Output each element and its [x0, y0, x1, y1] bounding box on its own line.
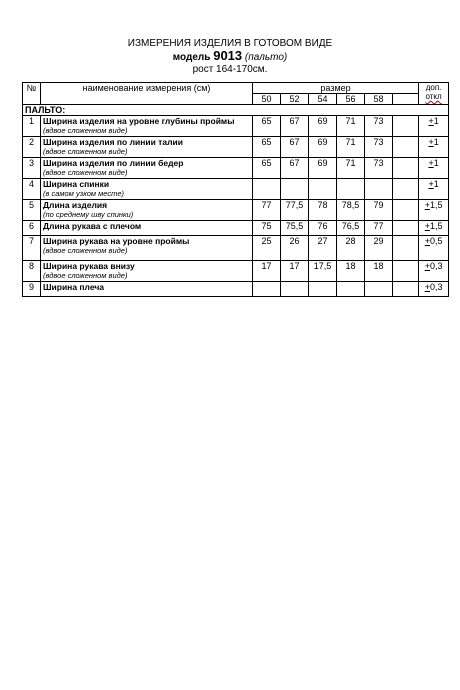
size-header-54: 54: [309, 94, 337, 105]
tolerance-cell: [419, 158, 449, 179]
plus-minus-icon: +: [428, 179, 434, 189]
table-body: [23, 105, 449, 297]
size-value-52: 67: [281, 158, 309, 179]
tolerance-header-line2: откл: [425, 92, 442, 101]
tolerance-cell: [419, 137, 449, 158]
empty-cell: [393, 282, 419, 297]
size-value-54: 69: [309, 158, 337, 179]
section-row: [23, 105, 449, 116]
measurement-name: Ширина рукава на уровне проймы: [43, 236, 190, 246]
size-value-56: 76,5: [337, 221, 365, 236]
measurement-note: (вдвое сложенном виде): [43, 246, 128, 255]
size-value-58: 18: [365, 261, 393, 282]
measurement-name: Ширина спинки: [43, 179, 110, 189]
tolerance-value: 1: [433, 158, 439, 168]
size-value-56: [337, 179, 365, 200]
size-value-58: 73: [365, 137, 393, 158]
size-value-54: 78: [309, 200, 337, 221]
size-value-52: 67: [281, 137, 309, 158]
size-value-50: 77: [253, 200, 281, 221]
table-row: [23, 221, 449, 236]
item-type: (пальто): [244, 52, 288, 63]
size-value-50: [253, 282, 281, 297]
table-row: [23, 200, 449, 221]
size-value-54: [309, 282, 337, 297]
empty-cell: [393, 261, 419, 282]
tolerance-value: 1,5: [429, 221, 443, 231]
empty-cell: [393, 179, 419, 200]
table-row: [23, 116, 449, 137]
size-value-54: 69: [309, 137, 337, 158]
document-title: ИЗМЕРЕНИЯ ИЗДЕЛИЯ В ГОТОВОМ ВИДЕ: [127, 38, 333, 49]
size-value-52: 26: [281, 236, 309, 261]
tolerance-cell: [419, 261, 449, 282]
size-value-50: 65: [253, 116, 281, 137]
size-value-58: 29: [365, 236, 393, 261]
tolerance-cell: [419, 282, 449, 297]
empty-cell: [393, 116, 419, 137]
measurement-note: (в самом узком месте): [43, 189, 125, 198]
size-value-52: [281, 282, 309, 297]
measurement-name: Длина изделия: [43, 200, 108, 210]
table-row: [23, 282, 449, 297]
plus-minus-icon: +: [424, 261, 430, 271]
tolerance-value: 0,3: [429, 282, 443, 292]
size-value-54: 17,5: [309, 261, 337, 282]
measurement-name-cell: [41, 116, 253, 137]
row-number: 7: [23, 236, 41, 261]
table-row: [23, 158, 449, 179]
size-value-56: [337, 282, 365, 297]
size-value-52: 17: [281, 261, 309, 282]
size-header-56: 56: [337, 94, 365, 105]
section-label: ПАЛЬТО:: [23, 105, 449, 116]
tolerance-header-line1: доп.: [425, 83, 442, 92]
measurement-name-cell: [41, 200, 253, 221]
size-value-50: 25: [253, 236, 281, 261]
size-value-54: [309, 179, 337, 200]
measurement-name: Ширина плеча: [43, 282, 105, 292]
tolerance-value: 1,5: [429, 200, 443, 210]
tolerance-value: 1: [433, 116, 439, 126]
size-header-58: 58: [365, 94, 393, 105]
table-row: [23, 137, 449, 158]
measurement-name-cell: [41, 221, 253, 236]
row-number: 1: [23, 116, 41, 137]
empty-cell: [393, 137, 419, 158]
size-value-56: 71: [337, 137, 365, 158]
measurement-name-cell: [41, 282, 253, 297]
size-value-52: 77,5: [281, 200, 309, 221]
tolerance-value: 0,5: [429, 236, 443, 246]
plus-minus-icon: +: [424, 221, 430, 231]
tolerance-value: 1: [433, 179, 439, 189]
size-value-52: 75,5: [281, 221, 309, 236]
row-number: 9: [23, 282, 41, 297]
column-header-tolerance: [419, 83, 449, 105]
column-header-size-group: размер: [253, 83, 419, 94]
row-number: 5: [23, 200, 41, 221]
empty-cell: [393, 158, 419, 179]
size-value-58: [365, 179, 393, 200]
table-row: [23, 179, 449, 200]
row-number: 8: [23, 261, 41, 282]
size-value-54: 69: [309, 116, 337, 137]
plus-minus-icon: +: [428, 116, 434, 126]
model-line: [0, 50, 460, 64]
measurement-note: (по среднему шву спинки): [43, 210, 134, 219]
table-row: [23, 261, 449, 282]
measurement-note: (вдвое сложенном виде): [43, 168, 128, 177]
size-value-58: 73: [365, 158, 393, 179]
measurement-name-cell: [41, 179, 253, 200]
table-row: [23, 236, 449, 261]
measurement-name: Ширина изделия на уровне глубины проймы: [43, 116, 235, 126]
size-value-50: 65: [253, 137, 281, 158]
measurement-note: (вдвое сложенном виде): [43, 147, 128, 156]
size-value-54: 27: [309, 236, 337, 261]
size-value-56: 71: [337, 158, 365, 179]
size-value-52: 67: [281, 116, 309, 137]
size-header-52: 52: [281, 94, 309, 105]
measurement-name: Ширина рукава внизу: [43, 261, 135, 271]
measurement-name-cell: [41, 137, 253, 158]
size-value-54: 76: [309, 221, 337, 236]
size-value-50: 75: [253, 221, 281, 236]
size-value-58: [365, 282, 393, 297]
tolerance-cell: [419, 200, 449, 221]
size-value-58: 77: [365, 221, 393, 236]
measurement-name: Длина рукава с плечом: [43, 221, 142, 231]
measurement-table: [22, 82, 449, 297]
row-number: 3: [23, 158, 41, 179]
size-value-52: [281, 179, 309, 200]
plus-minus-icon: +: [424, 200, 430, 210]
measurement-note: (вдвое сложенном виде): [43, 126, 128, 135]
tolerance-value: 0,3: [429, 261, 443, 271]
plus-minus-icon: +: [424, 282, 430, 292]
tolerance-cell: [419, 236, 449, 261]
column-header-name: наименование измерения (см): [41, 83, 253, 105]
empty-cell: [393, 200, 419, 221]
tolerance-value: 1: [433, 137, 439, 147]
measurement-name: Ширина изделия по линии талии: [43, 137, 183, 147]
row-number: 4: [23, 179, 41, 200]
height-range: рост 164-170см.: [192, 64, 268, 75]
measurement-name-cell: [41, 158, 253, 179]
plus-minus-icon: +: [424, 236, 430, 246]
plus-minus-icon: +: [428, 137, 434, 147]
size-value-56: 71: [337, 116, 365, 137]
measurement-name-cell: [41, 236, 253, 261]
size-value-58: 79: [365, 200, 393, 221]
empty-cell: [393, 221, 419, 236]
size-value-56: 28: [337, 236, 365, 261]
size-value-50: 65: [253, 158, 281, 179]
model-number: 9013: [213, 48, 243, 63]
size-value-56: 78,5: [337, 200, 365, 221]
model-label: модель: [172, 52, 211, 63]
row-number: 6: [23, 221, 41, 236]
size-header-empty: [393, 94, 419, 105]
tolerance-cell: [419, 116, 449, 137]
measurement-name: Ширина изделия по линии бедер: [43, 158, 184, 168]
empty-cell: [393, 236, 419, 261]
tolerance-cell: [419, 179, 449, 200]
size-value-56: 18: [337, 261, 365, 282]
tolerance-cell: [419, 221, 449, 236]
measurement-name-cell: [41, 261, 253, 282]
plus-minus-icon: +: [428, 158, 434, 168]
size-header-50: 50: [253, 94, 281, 105]
row-number: 2: [23, 137, 41, 158]
size-value-58: 73: [365, 116, 393, 137]
column-header-number: №: [23, 83, 41, 105]
size-value-50: 17: [253, 261, 281, 282]
measurement-note: (вдвое сложенном виде): [43, 271, 128, 280]
size-value-50: [253, 179, 281, 200]
